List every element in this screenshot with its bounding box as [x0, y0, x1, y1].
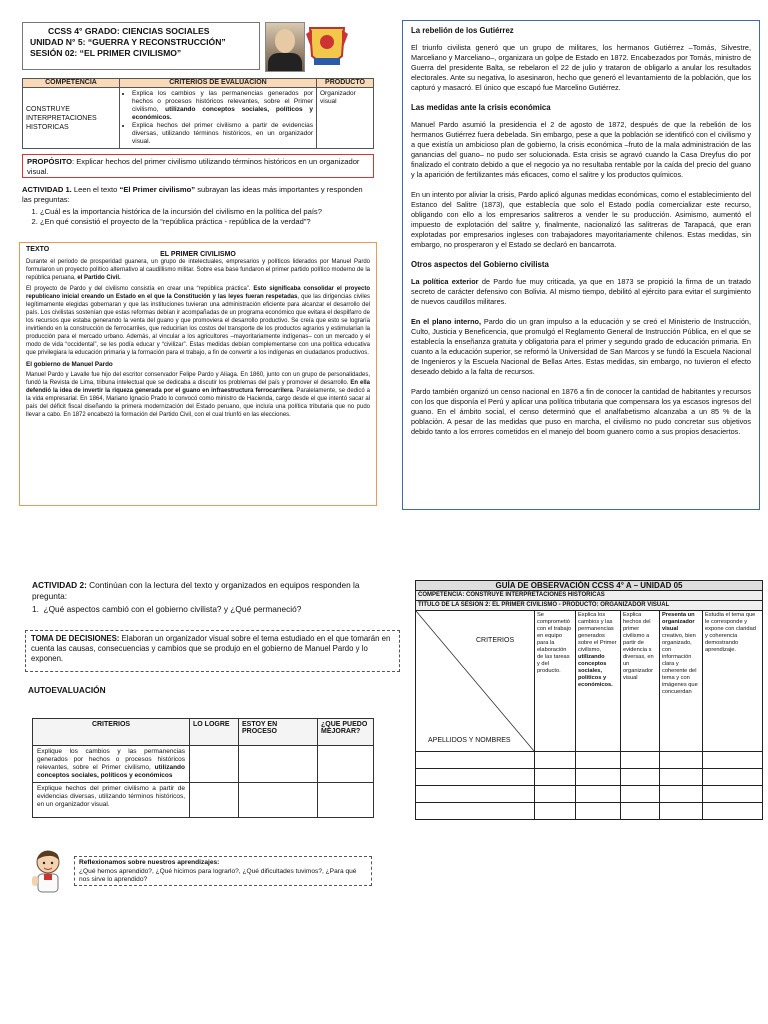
- col-header-competencia: COMPETENCIA: [23, 79, 120, 88]
- producto-cell: Organizador visual: [317, 88, 374, 149]
- autoeval-check-process-2[interactable]: [239, 783, 318, 818]
- criterio-1: • Explica los cambios y las permanencias generados por hechos o procesos históricos relevantes, sobre el Primer civilismo, utilizando conceptos sociales, políticos y económicos.: [132, 90, 313, 122]
- guide-criteria-corner-cell: [416, 611, 535, 752]
- decisions-box: TOMA DE DECISIONES: Elaboran un organizador visual sobre el tema estudiado en el que tomarán en cuenta las causas, consecuencias y cambios que se produjo en el gobierno de Manuel Pardo y lo exponen.: [25, 630, 400, 672]
- paragraph-foreign-policy: La política exterior de Pardo fue muy criticada, ya que en 1873 se propició la firma de un tratado secreto de carácter defensivo con Bolivia. Al mismo tiempo, debilitó al ejército para evitar el surgimiento de nuevos caudillos militares.: [411, 277, 751, 306]
- autoeval-improve-1[interactable]: [318, 746, 374, 783]
- reflection-title: Reflexionamos sobre nuestros aprendizajes:: [79, 859, 220, 866]
- observation-guide-table: [415, 580, 763, 820]
- purpose-box: [22, 154, 374, 178]
- text-label: TEXTO: [26, 246, 50, 253]
- guide-title: GUÍA DE OBSERVACIÓN CCSS 4° A – UNIDAD 05: [416, 581, 763, 591]
- criterios-cell: [120, 88, 317, 149]
- section-heading-other-aspects: Otros aspectos del Gobierno civilista: [411, 260, 549, 269]
- guide-criterion-2: Explica los cambios y las permanencias generados sobre el Primer civilismo, utilizando conceptos sociales, políticos y económicos.: [576, 611, 621, 752]
- autoeval-check-achieved-2[interactable]: [190, 783, 239, 818]
- autoeval-title: AUTOEVALUACIÓN: [28, 685, 106, 695]
- activity-2-question: ¿Qué aspectos cambió con el gobierno civilista? y ¿Qué permaneció?: [43, 604, 302, 614]
- competence-table: [22, 78, 374, 149]
- criterio-2: • Explica hechos del primer civilismo a partir de evidencias diversas, utilizando términos históricos, en un organizador visual.: [132, 122, 313, 146]
- activity-1-question-2: 2. ¿En qué consistió el proyecto de la “república práctica - república de la verdad”?: [40, 217, 374, 227]
- autoeval-table: [32, 718, 374, 818]
- autoeval-check-achieved-1[interactable]: [190, 746, 239, 783]
- autoeval-criterion-1: Explique los cambios y las permanencias generados por hechos o procesos históricos relevantes, sobre el Primer civilismo, utilizando conceptos sociales, políticos y económicos: [33, 746, 190, 783]
- section-heading-crisis: Las medidas ante la crisis económica: [411, 103, 551, 112]
- paragraph-crisis-1: Manuel Pardo asumió la presidencia el 2 de agosto de 1872, después de que la rebelión de los hermanos Gutiérrez fuera debelada. Sin embargo, pese a que la población se identificó con el civilismo y a que existía un ambicioso plan de gobierno, la crisis económica –fruto de la mala administración de las ganancias del guano– no pudo ser solucionada. Esta crisis se agravó cuando la Casa Dreyfus dio por finalizado el contrato debido a que el negocio ya no resultaba rentable por la caída del precio del guano y la aparición de fertilizantes más eficaces, como el salitre y los productos químicos.: [411, 120, 751, 179]
- reading-text-box: [19, 242, 377, 506]
- reflection-questions: ¿Qué hemos aprendido?, ¿Qué hicimos para lograrlo?, ¿Qué dificultades tuvimos?, ¿Para qué nos sirve lo aprendido?: [79, 867, 357, 884]
- autoeval-check-process-1[interactable]: [239, 746, 318, 783]
- paragraph-internal-policy: En el plano interno, Pardo dio un gran impulso a la educación y se creó el Ministerio de Instrucción, Culto, Justicia y Beneficencia, que promulgó el Reglamento General de Instrucción Pública, en el que se establecía la enseñanza gratuita y obligatoria para el primer y segundo grado de educación primaria. En cuanto a la educación superior, se reformó la Universidad de San Marcos y se fundó la Escuela Nacional de Ingenieros y la Escuela Nacional de Bellas Artes. Estas medidas, sin embargo, no tuvieron el efecto deseado debido a la falta de recursos.: [411, 317, 751, 376]
- paragraph-census: Pardo también organizó un censo nacional en 1876 a fin de conocer la cantidad de habitantes y recursos con los que disponía el Perú y aplicar una política tributaria que compensara los ya escasos ingresos del guano. En el ámbito social, el censo determinó que el analfabetismo alcanzaba a un 85 % de la población. A pesar de las medidas que puso en marcha, el civilismo no pudo concretar sus objetivos debido tanto a los errores cometidos en el manejo del boom guanero como a sus propios desaciertos.: [411, 387, 751, 436]
- guide-names-label: APELLIDOS Y NOMBRES: [428, 737, 511, 744]
- autoeval-header-in-process: ESTOY EN PROCESO: [239, 719, 318, 746]
- guide-criterion-1: Se comprometió con el trabajo en equipo para la elaboración de las tareas y del producto.: [535, 611, 576, 752]
- session-header: [30, 26, 260, 59]
- col-header-criterios: CRITERIOS DE EVALUACION: [120, 79, 317, 88]
- guide-criterion-4: Presenta un organizador visual creativo, bien organizado, con información clara y coherente del tema y con imágenes que concuerdan: [660, 611, 703, 752]
- diagonal-divider: [416, 611, 534, 751]
- reflection-box: [74, 856, 372, 886]
- activity-1-question-1: 1. ¿Cuál es la importancia histórica de la incursión del civilismo en la política del país?: [40, 207, 374, 217]
- reading-continuation-box: [402, 20, 760, 510]
- activity-2: ACTIVIDAD 2: Continúan con la lectura del texto y organizados en equipos responden la pregunta: 1. ¿Qué aspectos cambió con el gobierno civilista? y ¿Qué permaneció?: [32, 580, 360, 614]
- header-line-unit: UNIDAD N° 5: “GUERRA Y RECONSTRUCCIÓN”: [30, 37, 226, 47]
- text-paragraph-3: Manuel Pardo y Lavalle fue hijo del escritor conservador Felipe Pardo y Aliaga. En 1860, junto con un grupo de personalidades, fundó la Revista de Lima, tribuna intelectual que se dedicaba a discutir los problemas del país y promover el desarrollo. En ella defendió la idea de invertir la riqueza generada por el guano en infraestructura ferrocarrilera. Paralelamente, se dedicó a la vida empresarial. En 1864, Mariano Ignacio Prado lo convocó como ministro de Hacienda, cargo desde el que intentó sacar al país del déficit fiscal diseñando la primera modernización del Estado peruano, que incluía una política tributaria que no pudo llevar a cabo. En 1872 encabezó la formación del Partido Civil, con el cual triunfó en las elecciones.: [26, 372, 371, 418]
- school-crest-logo: [302, 20, 352, 75]
- table-row: [416, 752, 763, 769]
- text-title: EL PRIMER CIVILISMO: [160, 251, 236, 258]
- activity-1: ACTIVIDAD 1. Leen el texto “El Primer civilismo” subrayan las ideas más importantes y responden las preguntas: 1. ¿Cuál es la importancia histórica de la incursión del civilismo en la política del país? 2. ¿En qué consistió el proyecto de la “república práctica - república de la verdad”?: [22, 185, 374, 227]
- paragraph-rebellion: El triunfo civilista generó que un grupo de militares, los hermanos Gutiérrez –Tomás, Silvestre, Marceliano y Marceliano–, organizara un golpe de Estado en 1872. Encabezados por Tomás, ministro de Guerra del presidente Balta, se rebelaron el 22 de julio y trataron de obligarlo a anular los resultados electorales. Ante su negativa, lo asesinaron, hecho que generó el levantamiento de la población, que los capturó y masacró. El único que escapó fue Marcelino Gutiérrez.: [411, 43, 751, 92]
- autoeval-improve-2[interactable]: [318, 783, 374, 818]
- guide-criterion-5: Estudia el tema que le corresponde y expone con claridad y coherencia demostrando aprendizaje.: [703, 611, 763, 752]
- purpose-text: : Explicar hechos del primer civilismo utilizando términos históricos en un organizador visual.: [27, 157, 360, 176]
- autoeval-criterion-2: Explique hechos del primer civilismo a partir de evidencias diversas, utilizando términos históricos, en un organizador visual.: [33, 783, 190, 818]
- purpose-label: PROPÓSITO: [27, 157, 73, 166]
- manuel-pardo-portrait: [265, 22, 305, 72]
- guide-session: TITULO DE LA SESION 2: EL PRIMER CIVILISMO - PRODUCTO: ORGANIZADOR VISUAL: [416, 601, 763, 611]
- text-paragraph-2: El proyecto de Pardo y del civilismo consistía en crear una “república práctica”. Esto significaba consolidar el proyecto republicano inicial creando un Estado en el que la Constitución y las leyes fueran respetadas, que las dirigencias civiles legítimamente elegidas gobernaran y que las instituciones tuvieran una administración eficiente para alcanzar el desarrollo del país. Los civilistas sostenían que estas reformas debían ir acompañadas de un programa económico que evitara el despilfarro de los recursos que estaba generando la venta del guano y que promoviera el desarrollo productivo. Se creía que esto se lograría invirtiendo en la construcción de ferrocarriles, que reducirían los costos del transporte de los productos agrarios y estimularían la producción para el mercado urbano. Además, al vincular a los agricultores –mayoritariamente indígenas– con un mercado y el modo de vida “occidental”, se les podía educar y “civilizar”. Estas medidas debían complementarse con una política educativa que privilegiara la educación primaria y la formación para el trabajo, a fin de convertir a los indígenas en ciudadanos productivos.: [26, 286, 370, 356]
- guide-competence: COMPETENCIA: CONSTRUYE INTERPRETACIONES HISTORICAS: [416, 591, 763, 601]
- table-row: [33, 746, 374, 783]
- text-subtitle: El gobierno de Manuel Pardo: [26, 361, 113, 368]
- guide-criterion-3: Explica hechos del primer civilismo a partir de evidencia s diversas, en un organizador visual: [621, 611, 660, 752]
- table-row: [416, 803, 763, 820]
- header-line-grade: CCSS 4° GRADO: CIENCIAS SOCIALES: [48, 26, 210, 36]
- paragraph-crisis-2: En un intento por aliviar la crisis, Pardo aplicó algunas medidas económicas, como el establecimiento del Estanco del Salitre (1873), que establecía que solo el Estado podía comercializar este recurso, obligando con ello a los empresarios salitreros a vender le su producción. Asimismo, aumentó el impuesto de explotación del salitre y, finalmente, nacionalizó las salitreras de Tarapacá, que eran explotadas por empresarios ingleses con trabajadores mayoritariamente chilenos. Estas medidas, sin embargo, no prosperaron y el Estado se declaró en bancarrota.: [411, 190, 751, 249]
- autoeval-header-achieved: LO LOGRE: [190, 719, 239, 746]
- col-header-producto: PRODUCTO: [317, 79, 374, 88]
- guide-criterios-label: CRITERIOS: [476, 637, 515, 644]
- section-heading-rebellion: La rebelión de los Gutiérrez: [411, 26, 514, 35]
- table-row: [33, 783, 374, 818]
- autoeval-header-criterios: CRITERIOS: [33, 719, 190, 746]
- header-line-session: SESIÓN 02: “EL PRIMER CIVILISMO”: [30, 48, 182, 58]
- autoeval-header-improve: ¿QUE PUEDO MEJORAR?: [318, 719, 374, 746]
- text-paragraph-1: Durante el periodo de prosperidad guanera, un grupo de intelectuales, empresarios y políticos liderados por Manuel Pardo formularon un proyecto político alternativo al caudillismo militar. Sobre esa base fundaron el primer partido político moderno de la república peruana, el Partido Civil.: [26, 259, 370, 281]
- table-row: [416, 769, 763, 786]
- student-illustration-icon: [28, 848, 68, 896]
- competencia-cell: CONSTRUYE INTERPRETACIONES HISTORICAS: [23, 88, 120, 149]
- table-row: [416, 786, 763, 803]
